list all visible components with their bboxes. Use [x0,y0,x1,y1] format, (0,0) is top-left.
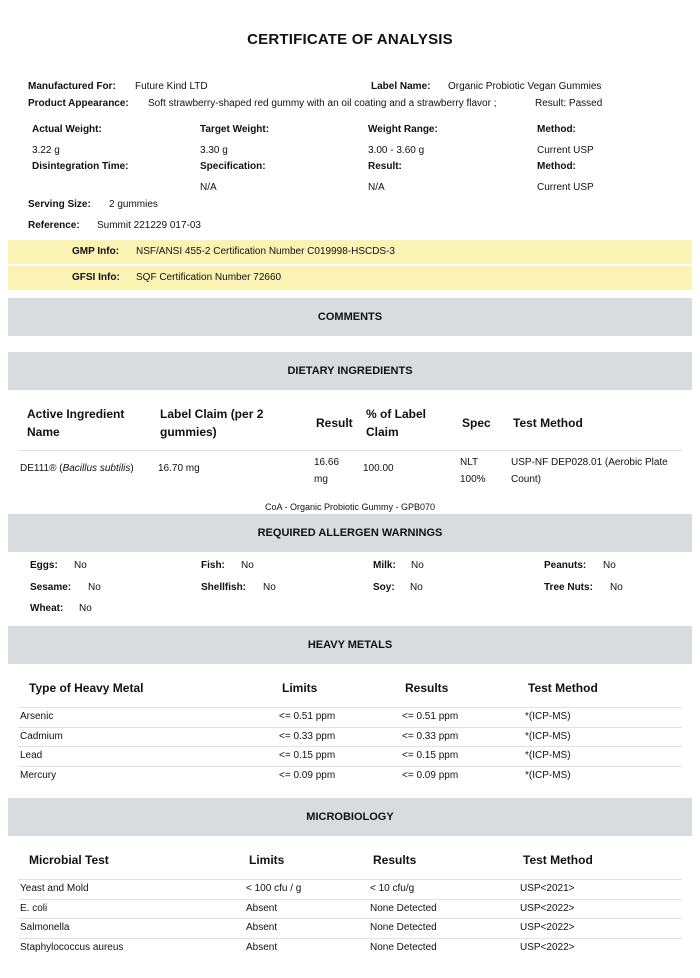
col-limits: Limits [249,853,285,867]
row-divider [18,727,682,728]
allergen-label: Soy: [373,582,395,593]
weight-range-value: 3.00 - 3.60 g [368,145,425,156]
allergen-value: No [263,582,276,593]
col-test-method: Test Method [523,853,593,867]
col-test-method: Test Method [528,681,598,695]
method-value: Current USP [537,145,594,156]
table-cell: *(ICP-MS) [525,730,571,742]
allergen-label: Milk: [373,560,396,571]
row-divider [18,766,682,767]
document-title: CERTIFICATE OF ANALYSIS [247,31,453,48]
table-cell: Salmonella [20,922,70,933]
table-cell: None Detected [370,902,437,914]
target-weight-value: 3.30 g [200,145,228,156]
allergen-label: Eggs: [30,560,58,571]
table-cell: USP<2022> [520,902,575,914]
actual-weight-value: 3.22 g [32,145,60,156]
row-divider [18,707,682,708]
microbiology-header: MICROBIOLOGY [8,798,692,836]
heavy-metals-header: HEAVY METALS [8,626,692,664]
manufactured-for-value: Future Kind LTD [135,81,208,92]
serving-size-value: 2 gummies [109,199,158,210]
serving-size-label: Serving Size: [28,199,91,210]
table-cell: Mercury [20,769,57,781]
label-name-value: Organic Probiotic Vegan Gummies [448,81,602,92]
spec-value: NLT 100% [460,457,486,485]
col-test-method: Test Method [513,416,583,430]
row-divider [18,746,682,747]
allergen-value: No [88,582,101,593]
allergen-warnings-header: REQUIRED ALLERGEN WARNINGS [8,514,692,552]
test-method-value: USP-NF DEP028.01 (Aerobic Plate Count) [511,457,668,485]
col-label-claim: Label Claim (per 2 gummies) [160,407,264,439]
allergen-label: Peanuts: [544,560,587,571]
disintegration-label: Disintegration Time: [32,161,129,172]
allergen-label: Fish: [201,560,225,571]
table-cell: None Detected [370,922,437,933]
table-cell: *(ICP-MS) [525,711,571,722]
weight-range-label: Weight Range: [368,124,438,135]
specification-label: Specification: [200,161,266,172]
row-divider [18,938,682,939]
method-label: Method: [537,124,576,135]
table-cell: <= 0.33 ppm [402,730,459,742]
actual-weight-label: Actual Weight: [32,124,102,135]
dietary-ingredients-header: DIETARY INGREDIENTS [8,352,692,390]
row-divider [18,899,682,900]
table-cell: <= 0.33 ppm [279,730,336,742]
label-name-label: Label Name: [371,81,431,92]
gfsi-value: SQF Certification Number 72660 [136,272,282,283]
reference-value: Summit 221229 017-03 [97,220,201,231]
table-cell: <= 0.51 ppm [279,711,336,722]
table-cell: <= 0.09 ppm [402,769,459,781]
table-cell: <= 0.51 ppm [402,711,459,722]
table-cell: <= 0.09 ppm [279,769,336,781]
row-divider [18,918,682,919]
col-pct-claim: % of Label Claim [366,407,427,439]
dietary-divider [18,450,682,451]
table-cell: Absent [246,922,278,933]
allergen-value: No [79,603,92,614]
table-cell: Yeast and Mold [20,883,89,894]
label-claim-value: 16.70 mg [158,463,200,474]
table-cell: Lead [20,750,43,761]
allergen-label: Shellfish: [201,582,247,593]
gmp-label: GMP Info: [72,246,120,257]
col-results: Results [373,853,417,867]
table-cell: E. coli [20,902,48,914]
specification-value: N/A [200,182,217,193]
page-footer: CoA - Organic Probiotic Gummy - GPB070 [264,502,436,512]
allergen-value: No [603,560,616,571]
gfsi-label: GFSI Info: [72,272,120,283]
allergen-value: No [410,582,423,593]
allergen-value: No [610,582,623,593]
col-type: Microbial Test [29,853,109,867]
col-ingredient: Active Ingredient Name [27,407,125,439]
allergen-label: Sesame: [30,582,72,593]
target-weight-label: Target Weight: [200,124,270,135]
product-appearance-value: Soft strawberry-shaped red gummy with an oil coating and a strawberry flavor ; [148,98,497,109]
result-label: Result: [368,161,402,172]
gfsi-info-band [8,266,692,290]
comments-header: COMMENTS [8,298,692,336]
table-cell: < 10 cfu/g [370,883,415,894]
allergen-value: No [411,560,424,571]
manufactured-for-label: Manufactured For: [28,81,116,92]
method2-value: Current USP [537,182,594,193]
ingredient-name: DE111® (Bacillus subtilis) [20,463,134,474]
result-value: N/A [368,182,385,193]
table-cell: USP<2021> [520,883,575,894]
table-cell: None Detected [370,941,437,953]
allergen-value: No [241,560,254,571]
result-value: 16.66 mg [314,457,340,485]
table-cell: *(ICP-MS) [525,769,571,781]
allergen-value: No [74,560,87,571]
col-results: Results [405,681,449,695]
product-appearance-label: Product Appearance: [28,98,129,109]
table-cell: <= 0.15 ppm [402,750,459,761]
appearance-result: Result: Passed [535,98,603,109]
col-limits: Limits [282,681,318,695]
table-cell: Absent [246,941,278,953]
col-type: Type of Heavy Metal [29,681,144,695]
table-cell: Absent [246,902,278,914]
table-cell: <= 0.15 ppm [279,750,336,761]
row-divider [18,879,682,880]
method2-label: Method: [537,161,576,172]
allergen-label: Wheat: [30,603,64,614]
reference-label: Reference: [28,220,80,231]
table-cell: Arsenic [20,711,54,722]
table-cell: Staphylococcus aureus [20,941,124,953]
allergen-label: Tree Nuts: [544,582,593,593]
gmp-info-band [8,240,692,264]
table-cell: USP<2022> [520,941,575,953]
col-spec: Spec [462,416,491,430]
table-cell: Cadmium [20,730,63,742]
table-cell: < 100 cfu / g [246,883,302,894]
col-result: Result [316,416,353,430]
table-cell: *(ICP-MS) [525,750,571,761]
gmp-value: NSF/ANSI 455-2 Certification Number C019998-HSCDS-3 [136,246,395,257]
pct-claim-value: 100.00 [363,463,394,474]
table-cell: USP<2022> [520,922,575,933]
